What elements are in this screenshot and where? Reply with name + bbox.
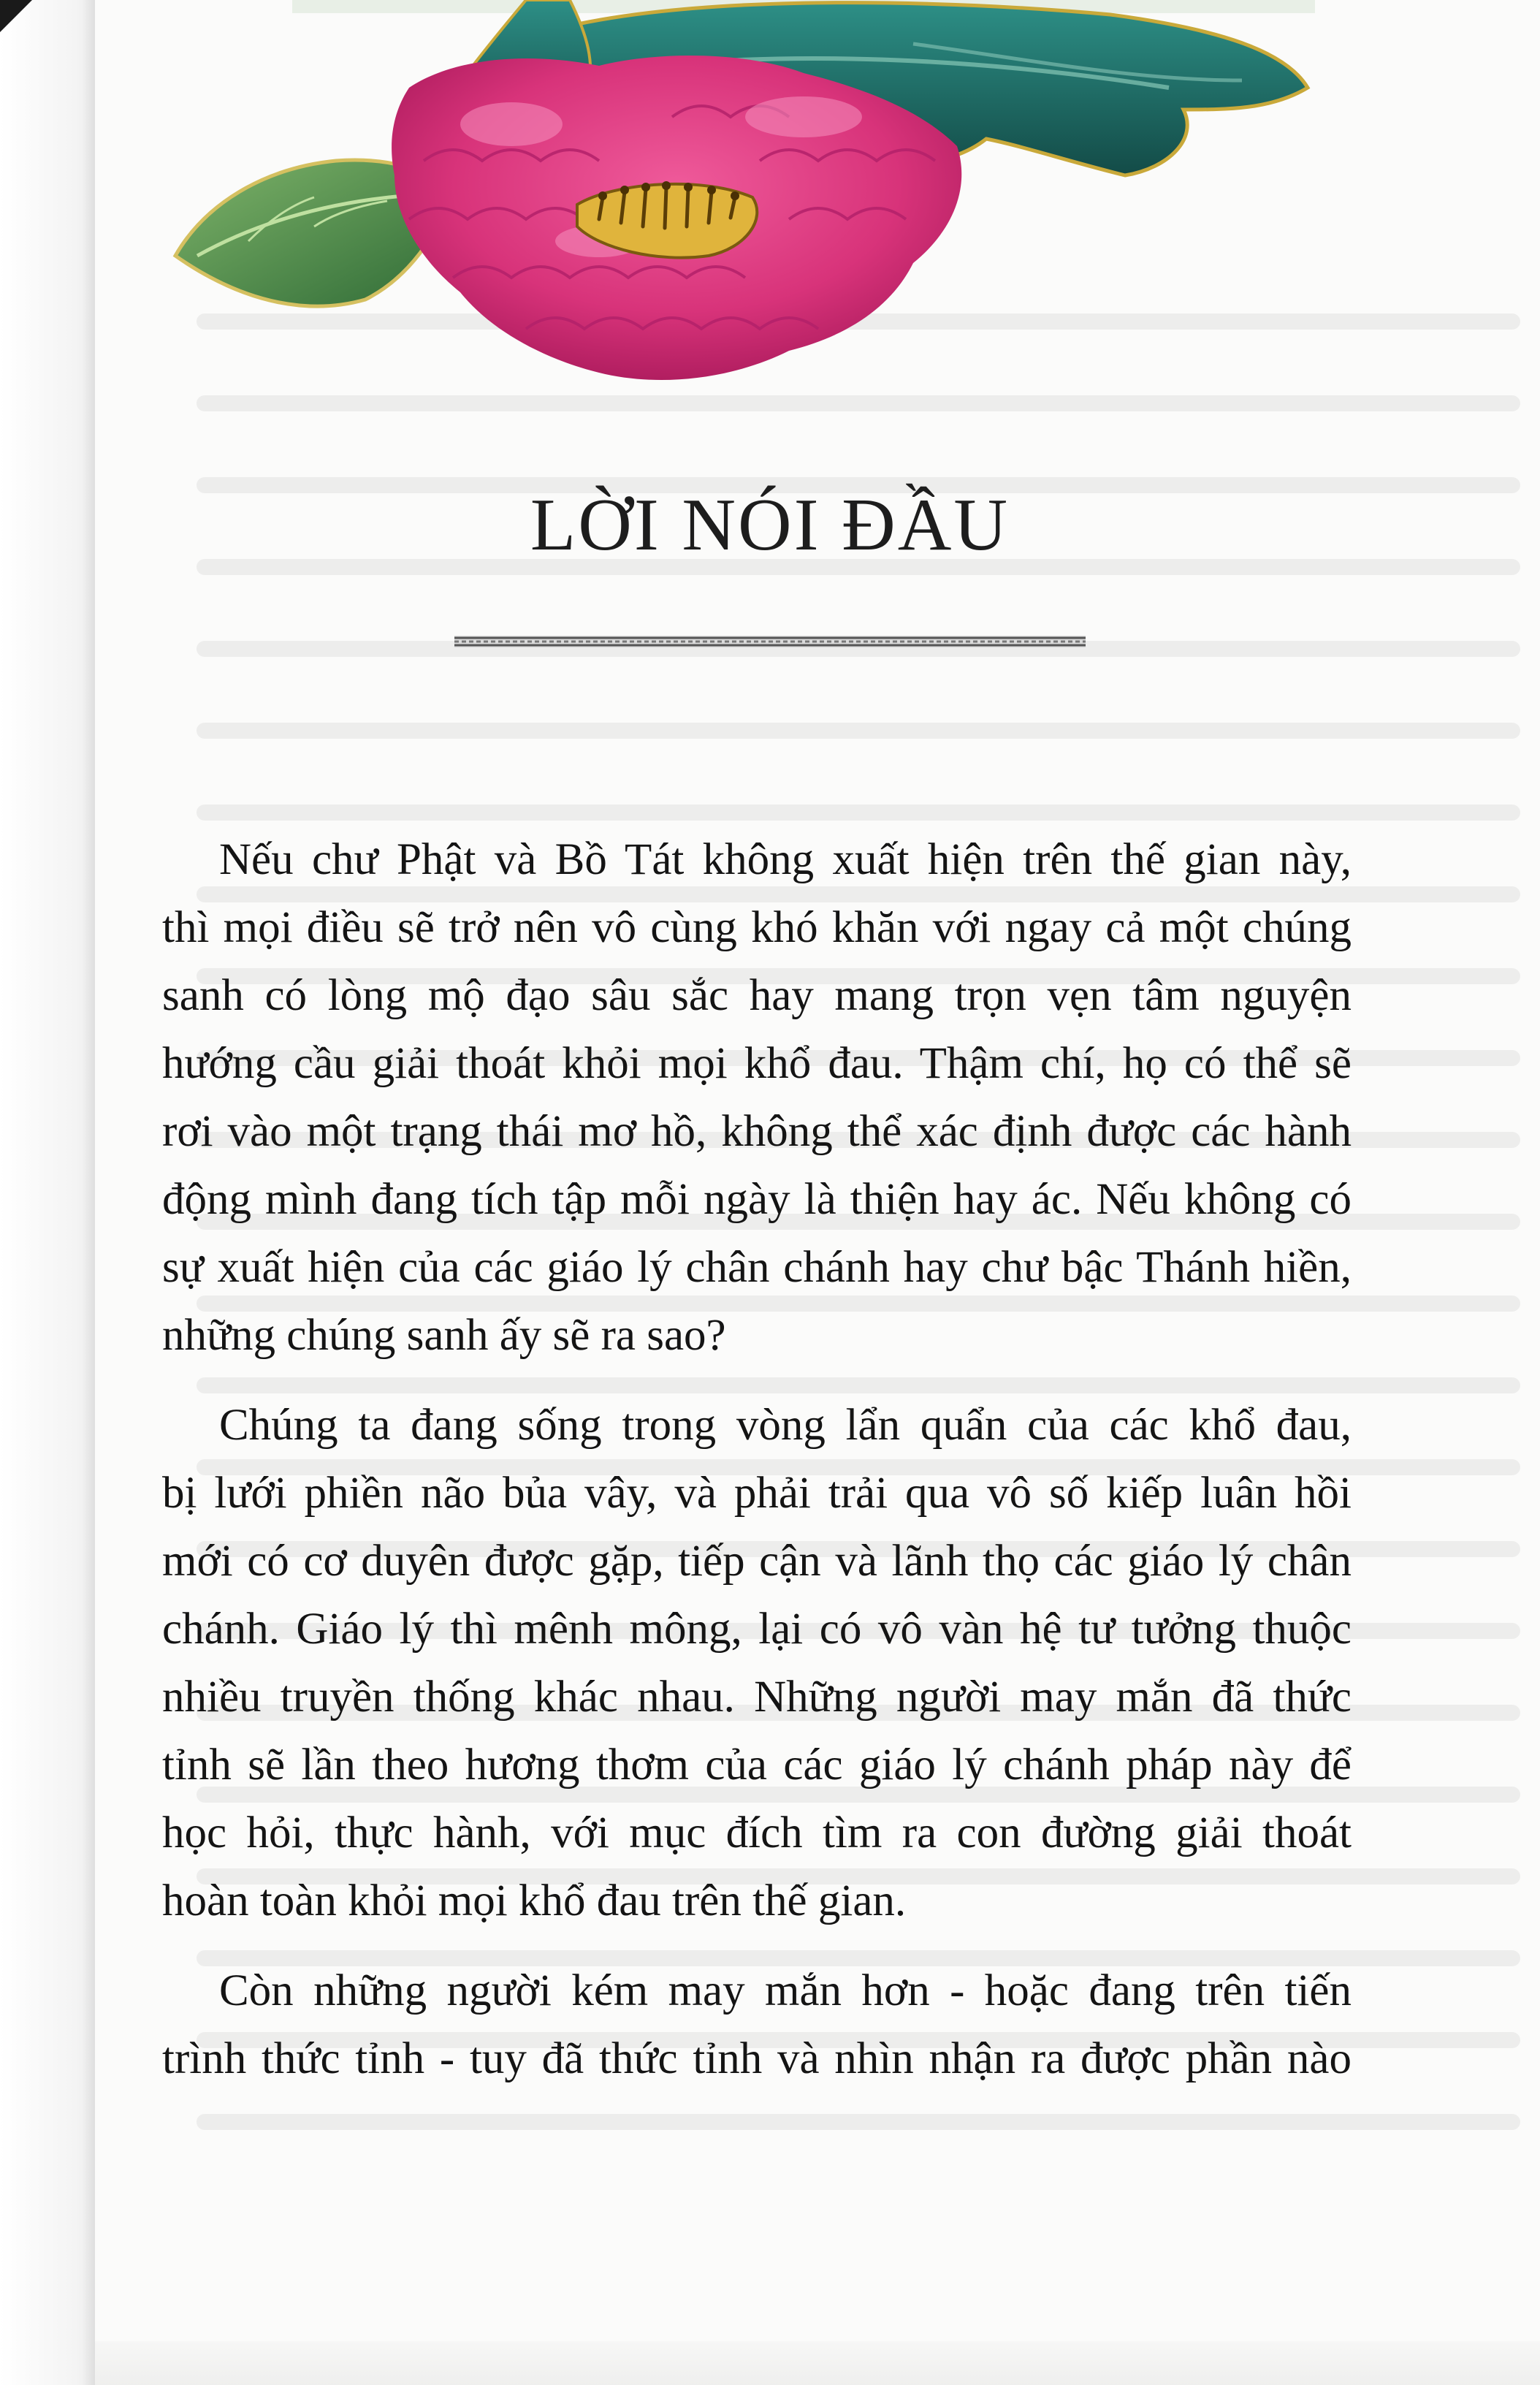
lotus-flower-icon — [146, 0, 1330, 409]
page-bottom-edge — [95, 2341, 1540, 2385]
text-line: Còn những người kém may mắn hơn - hoặc đang trên tiến — [219, 1966, 1352, 2015]
body-text — [162, 826, 1352, 2115]
page-title: LỜI NÓI ĐẦU — [530, 484, 1010, 566]
text-line: những chúng sanh ấy sẽ ra sao? — [162, 1311, 726, 1360]
text-line: sanh có lòng mộ đạo sâu sắc hay mang trọn vẹn tâm nguyện — [162, 971, 1352, 1020]
text-line: học hỏi, thực hành, với mục đích tìm ra con đường giải thoát — [162, 1808, 1352, 1857]
paragraph-2 — [162, 1391, 1352, 1935]
text-line: thì mọi điều sẽ trở nên vô cùng khó khăn với ngay cả một chúng — [162, 903, 1352, 952]
text-line: sự xuất hiện của các giáo lý chân chánh hay chư bậc Thánh hiền, — [162, 1243, 1352, 1292]
corner-mark — [0, 0, 32, 32]
text-line: hướng cầu giải thoát khỏi mọi khổ đau. Thậm chí, họ có thể sẽ — [162, 1039, 1352, 1088]
text-line: nhiều truyền thống khác nhau. Những người may mắn đã thức — [162, 1673, 1352, 1722]
text-line: chánh. Giáo lý thì mênh mông, lại có vô vàn hệ tư tưởng thuộc — [162, 1605, 1352, 1654]
text-line: bị lưới phiền não bủa vây, và phải trải qua vô số kiếp luân hồi — [162, 1469, 1352, 1518]
paragraph-3 — [162, 1957, 1352, 2093]
double-line-rule-icon — [454, 636, 1086, 647]
text-line: Nếu chư Phật và Bồ Tát không xuất hiện trên thế gian này, — [219, 835, 1352, 884]
page-gutter — [0, 0, 95, 2385]
text-line: tỉnh sẽ lần theo hương thơm của các giáo lý chánh pháp này để — [162, 1741, 1352, 1789]
gutter-shadow — [82, 0, 95, 2385]
text-line: hoàn toàn khỏi mọi khổ đau trên thế gian. — [162, 1876, 907, 1925]
text-line: Chúng ta đang sống trong vòng lẩn quẩn của các khổ đau, — [219, 1401, 1352, 1450]
text-line: mới có cơ duyên được gặp, tiếp cận và lãnh thọ các giáo lý chân — [162, 1537, 1352, 1586]
text-line: rơi vào một trạng thái mơ hồ, không thể xác định được các hành — [162, 1107, 1352, 1156]
text-line: trình thức tỉnh - tuy đã thức tỉnh và nhìn nhận ra được phần nào — [162, 2034, 1352, 2083]
paragraph-1 — [162, 826, 1352, 1369]
text-line: động mình đang tích tập mỗi ngày là thiện hay ác. Nếu không có — [162, 1175, 1352, 1224]
